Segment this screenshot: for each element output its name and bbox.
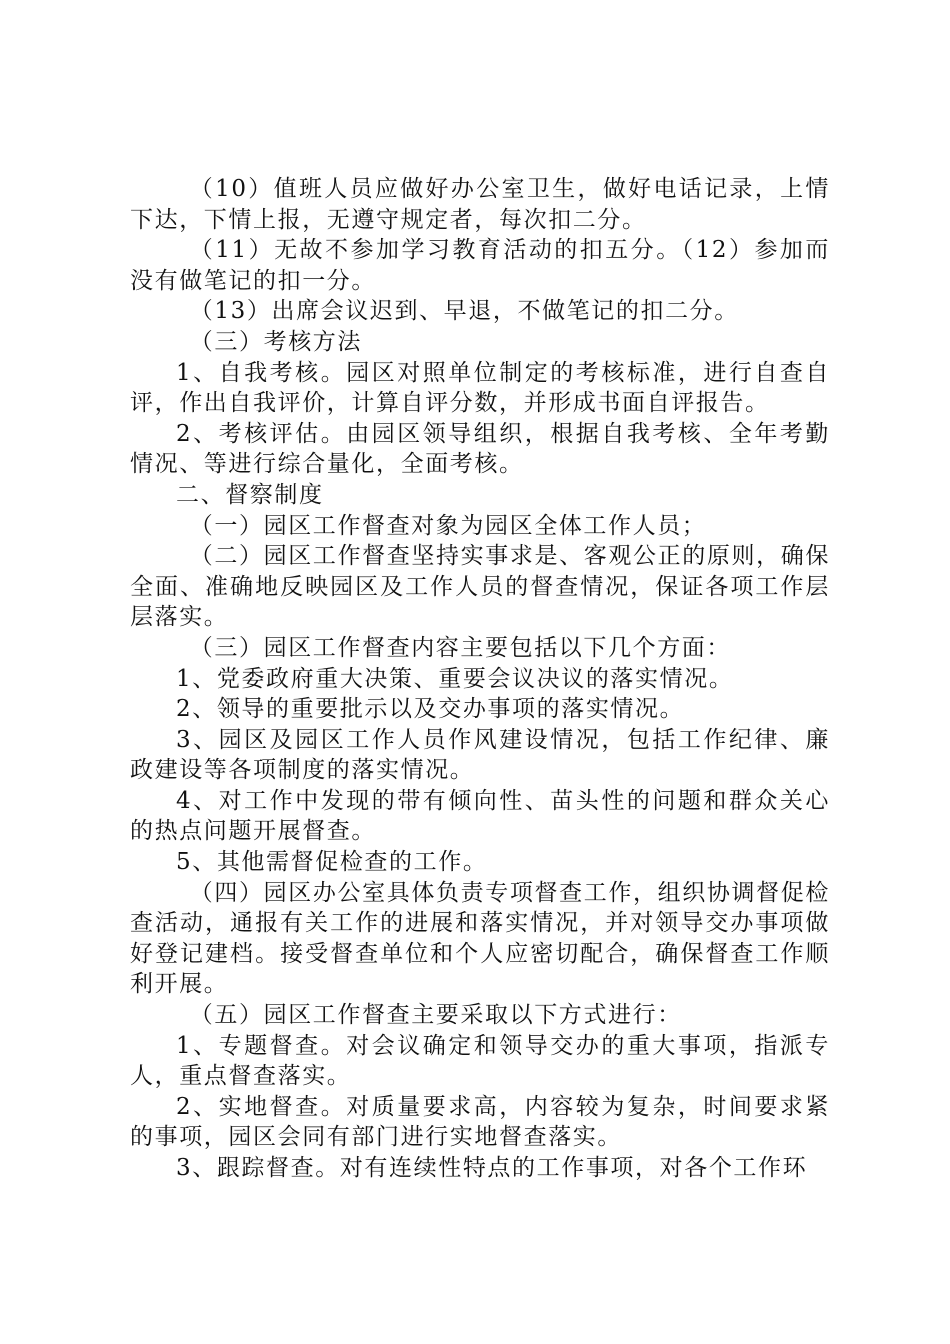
list-item-leader-instructions: 2、领导的重要批示以及交办事项的落实情况。 [176,696,685,723]
list-item-work-style: 3、园区及园区工作人员作风建设情况，包括工作纪律、廉政建设等各项制度的落实情况。 [130,726,830,784]
paragraph-office-responsibility: （四）园区办公室具体负责专项督查工作，组织协调督促检查活动，通报有关工作的进展和落实情况，并对领导交办事项做好登记建档。接受督查单位和个人应密切配合，确保督查工作顺利开展。 [130,879,830,998]
list-item-onsite-supervision: 2、实地督查。对质量要求高，内容较为复杂，时间要求紧的事项，园区会同有部门进行实地督查落实。 [130,1093,830,1151]
list-item-special-supervision: 1、专题督查。对会议确定和领导交办的重大事项，指派专人，重点督查落实。 [130,1032,830,1090]
paragraph-supervision-methods: （五）园区工作督查主要采取以下方式进行： [189,1002,682,1029]
paragraph-self-assessment: 1、自我考核。园区对照单位制定的考核标准，进行自查自评，作出自我评价，计算自评分数，并形成书面自评报告。 [130,359,830,417]
list-item-tracking-supervision: 3、跟踪督查。对有连续性特点的工作事项，对各个工作环 [176,1155,808,1181]
paragraph-meeting-lateness: （13）出席会议迟到、早退，不做笔记的扣二分。 [189,298,739,325]
list-item-party-decisions: 1、党委政府重大决策、重要会议决议的落实情况。 [176,665,734,692]
document-body [130,174,830,1184]
paragraph-supervision-content: （三）园区工作督查内容主要包括以下几个方面： [189,634,731,661]
list-item-other-work: 5、其他需督促检查的工作。 [176,849,488,876]
paragraph-assessment-evaluation: 2、考核评估。由园区领导组织，根据自我考核、全年考勤情况、等进行综合量化，全面考核。 [130,420,830,478]
section-heading-assessment-method: （三）考核方法 [189,328,362,355]
paragraph-supervision-principle: （二）园区工作督查坚持实事求是、客观公正的原则，确保全面、准确地反映园区及工作人员的督查情况，保证各项工作层层落实。 [130,543,830,631]
paragraph-supervision-target: （一）园区工作督查对象为园区全体工作人员； [189,512,707,539]
section-heading-supervision-system: 二、督察制度 [176,481,324,508]
paragraph-study-absence: （11）无故不参加学习教育活动的扣五分。（12）参加而没有做笔记的扣一分。 [130,237,830,294]
paragraph-duty-staff: （10）值班人员应做好办公室卫生，做好电话记录，上情下达，下情上报，无遵守规定者，每次扣二分。 [130,176,830,233]
list-item-hot-issues: 4、对工作中发现的带有倾向性、苗头性的问题和群众关心的热点问题开展督查。 [130,787,830,845]
